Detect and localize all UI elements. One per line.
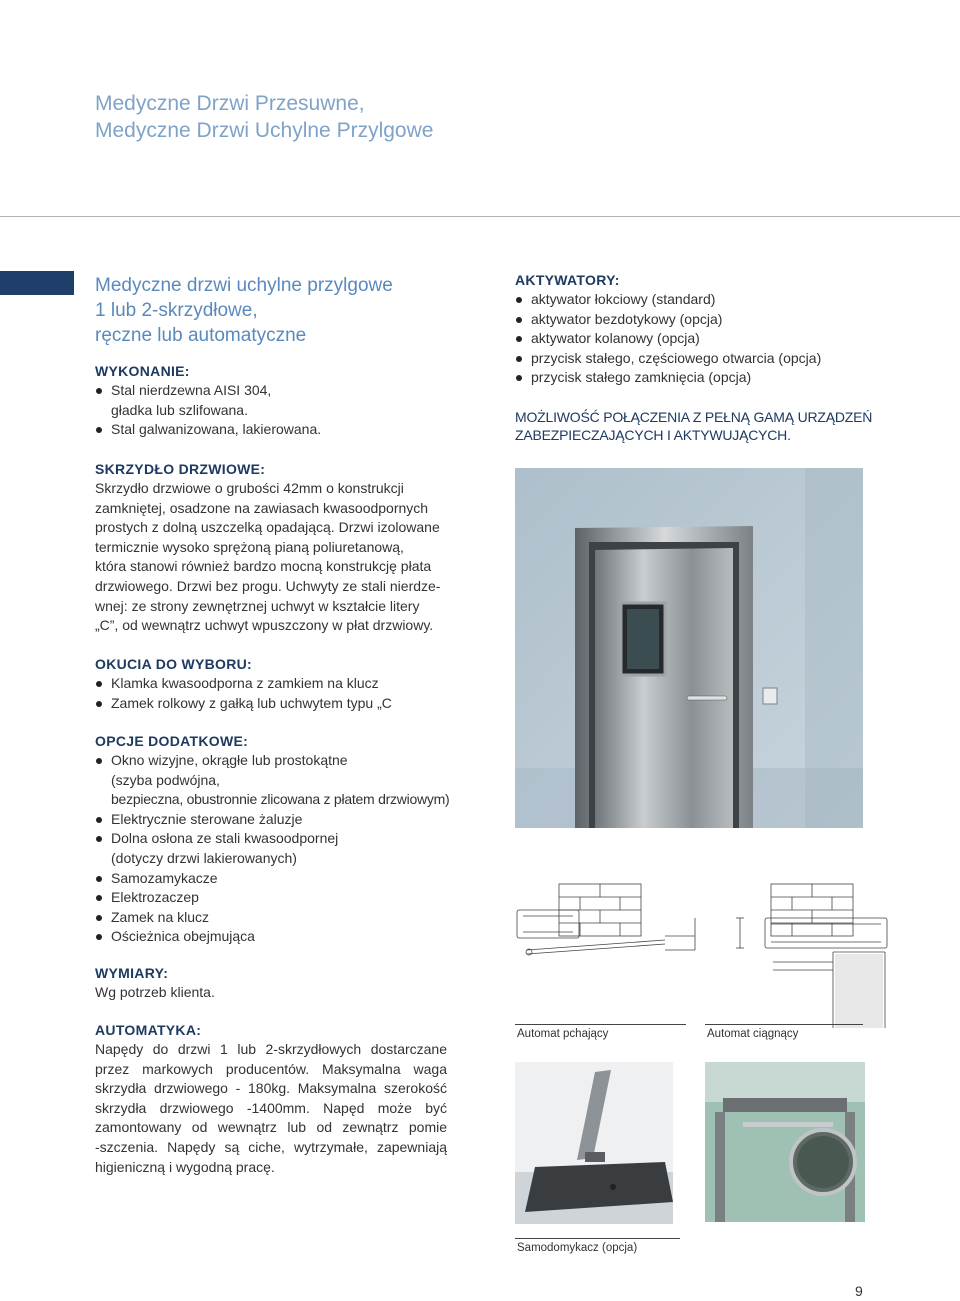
list-item: przycisk stałego, częściowego otwarcia (opcja)	[515, 349, 875, 369]
product-subtitle	[95, 273, 495, 348]
skrzydlo-line: „C”, od wewnątrz uchwyt wpuszczony w płat drzwiowy.	[95, 617, 434, 634]
door-photo	[515, 468, 863, 828]
subtitle-line-3: ręczne lub automatyczne	[95, 325, 307, 346]
skrzydlo-line: zamkniętej, osadzone na zawiasach kwasoodpornych	[95, 499, 429, 516]
list-item: aktywator bezdotykowy (opcja)	[515, 310, 875, 330]
subtitle-line-1: Medyczne drzwi uchylne przylgowe	[95, 275, 393, 296]
list-item: Zamek na klucz	[95, 908, 455, 928]
header-divider	[0, 216, 960, 217]
technical-drawing	[515, 878, 893, 1030]
skrzydlo-line: wnej: ze strony zewnętrznej uchwyt w kształcie litery	[95, 597, 420, 614]
wykonanie-list	[95, 381, 450, 440]
list-item: Elektrycznie sterowane żaluzje	[95, 810, 455, 830]
header-line-1: Medyczne Drzwi Przesuwne,	[95, 92, 365, 115]
notice-line-1: MOŻLIWOŚĆ POŁĄCZENIA Z PEŁNĄ GAMĄ URZĄDZEŃ	[515, 409, 873, 425]
automatyka-line: higieniczną i wygodną pracę.	[95, 1158, 275, 1175]
caption-pushing-rule	[515, 1024, 686, 1025]
section-okucia	[95, 655, 455, 713]
section-aktywatory	[515, 271, 875, 388]
list-item: Ościeżnica obejmująca	[95, 927, 455, 947]
list-item: gładka lub szlifowana.	[111, 401, 248, 418]
list-item: Dolna osłona ze stali kwasoodpornej	[95, 829, 455, 849]
skrzydlo-line: która stanowi również bardzo mocną konstrukcję płata	[95, 558, 432, 575]
automatyka-heading: AUTOMATYKA:	[95, 1022, 202, 1038]
list-item: aktywator łokciowy (standard)	[515, 290, 875, 310]
caption-closer: Samodomykacz (opcja)	[517, 1242, 638, 1254]
notice-line-2: ZABEZPIECZAJĄCYCH I AKTYWUJĄCYCH.	[515, 427, 791, 443]
skrzydlo-line: drzwiowego. Drzwi bez progu. Uchwyty ze stali nierdze-	[95, 577, 441, 594]
wymiary-text: Wg potrzeb klienta.	[95, 984, 215, 1000]
header-line-2: Medyczne Drzwi Uchylne Przylgowe	[95, 119, 434, 142]
subtitle-line-2: 1 lub 2-skrzydłowe,	[95, 300, 258, 321]
automatic-door-photo	[705, 1062, 865, 1222]
skrzydlo-line: Skrzydło drzwiowe o grubości 42mm o konstrukcji	[95, 480, 404, 496]
caption-pulling: Automat ciągnący	[707, 1028, 799, 1040]
caption-pushing: Automat pchający	[517, 1028, 609, 1040]
list-item: Klamka kwasoodporna z zamkiem na klucz	[95, 674, 455, 694]
automatyka-line: przez markowych producentów. Maksymalna waga	[95, 1060, 447, 1077]
automatyka-line: -szczenia. Napędy są ciche, wytrzymałe, zapewniają	[95, 1138, 447, 1155]
automatyka-line: skrzydła drzwiowego -1400mm. Napęd może być	[95, 1099, 447, 1116]
section-wykonanie	[95, 362, 450, 440]
section-automatyka	[95, 1021, 447, 1177]
skrzydlo-line: termicznie wysoko sprężoną pianą poliuretanową,	[95, 538, 404, 555]
section-skrzydlo	[95, 460, 447, 636]
page-number: 9	[855, 1283, 863, 1299]
automatyka-line: zamontowany od wewnątrz lub od zewnątrz pomie	[95, 1119, 447, 1136]
section-accent-bar	[0, 271, 74, 295]
aktywatory-list	[515, 290, 875, 388]
door-closer-photo	[515, 1062, 673, 1224]
list-item: (szyba podwójna,	[111, 771, 220, 788]
list-item: Stal galwanizowana, lakierowana.	[95, 420, 450, 440]
list-item: Zamek rolkowy z gałką lub uchwytem typu „C	[95, 694, 455, 714]
list-item: aktywator kolanowy (opcja)	[515, 329, 875, 349]
document-header	[95, 90, 695, 144]
section-opcje	[95, 732, 455, 947]
list-item: bezpieczna, obustronnie zlicowana z płatem drzwiowym)	[111, 791, 450, 808]
wymiary-heading: WYMIARY:	[95, 965, 169, 981]
skrzydlo-heading: SKRZYDŁO DRZWIOWE:	[95, 461, 266, 477]
opcje-list	[95, 751, 455, 947]
caption-pulling-rule	[705, 1024, 863, 1025]
list-item: Elektrozaczep	[95, 888, 455, 908]
list-item: Stal nierdzewna AISI 304,	[95, 381, 450, 401]
list-item: Okno wizyjne, okrągłe lub prostokątne	[95, 751, 455, 771]
okucia-heading: OKUCIA DO WYBORU:	[95, 656, 253, 672]
aktywatory-heading: AKTYWATORY:	[515, 272, 620, 288]
opcje-heading: OPCJE DODATKOWE:	[95, 733, 249, 749]
automatyka-line: Napędy do drzwi 1 lub 2-skrzydłowych dostarczane	[95, 1041, 447, 1057]
section-wymiary	[95, 964, 455, 1003]
list-item: (dotyczy drzwi lakierowanych)	[111, 849, 297, 866]
skrzydlo-line: prostych z dolną uszczelką opadającą. Drzwi izolowane	[95, 519, 440, 536]
compatibility-notice	[515, 408, 875, 444]
okucia-list	[95, 674, 455, 713]
automatyka-line: skrzydła drzwiowego - 180kg. Maksymalna szerokość	[95, 1080, 447, 1097]
caption-closer-rule	[515, 1238, 680, 1239]
wykonanie-heading: WYKONANIE:	[95, 363, 190, 379]
list-item: Samozamykacze	[95, 869, 455, 889]
list-item: przycisk stałego zamknięcia (opcja)	[515, 368, 875, 388]
